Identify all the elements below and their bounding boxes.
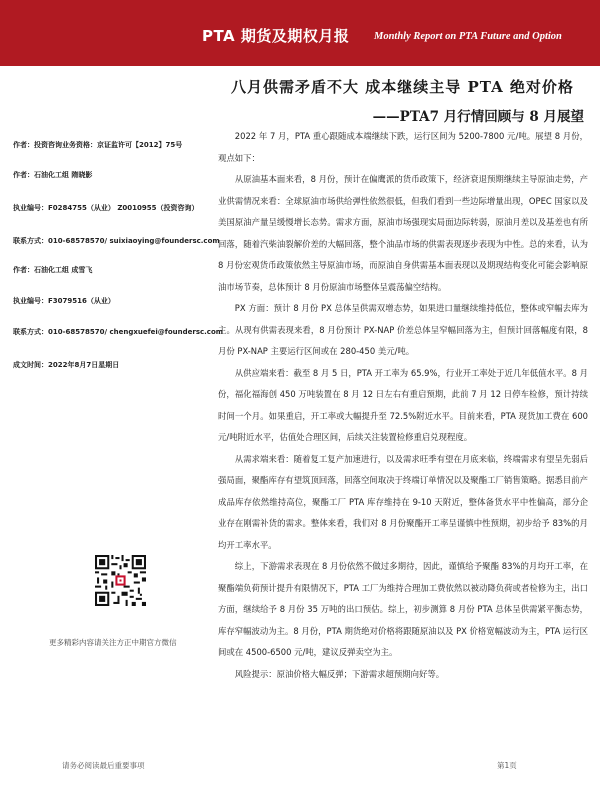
footer-disclaimer: 请务必阅读最后重要事项 bbox=[62, 761, 145, 770]
body-paragraph: 风险提示：原油价格大幅反弹；下游需求超预期向好等。 bbox=[234, 668, 445, 679]
article-subtitle: ——PTA7 月行情回顾与 8 月展望 bbox=[372, 109, 584, 125]
header-banner bbox=[0, 0, 600, 66]
sidebar-line: 作者：石油化工组 隋晓影 bbox=[13, 171, 93, 179]
sidebar-line: 成文时间：2022年8月7日星期日 bbox=[13, 361, 120, 369]
sidebar-line: 作者：投资咨询业务资格：京证监许可【2012】75号 bbox=[13, 141, 183, 149]
page-number: 第1页 bbox=[497, 761, 517, 770]
report-body bbox=[218, 126, 588, 685]
sidebar-line: 执业编号：F0284755（从业） Z0010955（投资咨询） bbox=[13, 204, 199, 212]
qr-code-icon bbox=[95, 555, 146, 606]
body-paragraph: 从需求端来看：随着复工复产加速进行，以及需求旺季有望在月底来临，终端需求有望呈先弱后强局面，聚酯库存有望筑顶回落，回落空间取决于终端订单情况以及聚酯工厂销售策略。据悉目前产成品库存依然维持高位，聚酯工厂 PTA 库存维持在 9-10 天附近，整体备货水平中性偏高，部分企业存在刚需补货的需求。整体来看，我们对 8 月份聚酯开工率呈谨慎中性预期，初步给予 83%的月均开工率水平。 bbox=[218, 453, 588, 550]
body-paragraph: 2022 年 7 月，PTA 重心跟随成本端继续下跌，运行区间为 5200-7800 元/吨。展望 8 月份，观点如下： bbox=[218, 131, 588, 163]
report-title-cn: PTA 期货及期权月报 bbox=[202, 27, 350, 45]
body-paragraph: PX 方面：预计 8 月份 PX 总体呈供需双增态势，如果进口量继续维持低位，整体或窄幅去库为主。从现有供需表现来看，8 月份预计 PX-NAP 价差总体呈窄幅回落为主，但预计回落幅度有限，8 月份 PX-NAP 主要运行区间或在 280-450 美元/吨。 bbox=[218, 303, 588, 356]
sidebar-line: 执业编号：F3079516（从业） bbox=[13, 297, 115, 305]
report-title-en: Monthly Report on PTA Future and Option bbox=[374, 31, 562, 42]
qr-caption: 更多精彩内容请关注方正中期官方微信 bbox=[49, 638, 177, 647]
article-title: 八月供需矛盾不大 成本继续主导 PTA 绝对价格 bbox=[231, 78, 574, 96]
body-paragraph: 从供应端来看：截至 8 月 5 日，PTA 开工率为 65.9%，行业开工率处于近几年低值水平。8 月份，福化福海创 450 万吨装置在 8 月 12 日左右有重启预期，此前 7 月 12 日停车检修，预计持续时间一个月。如果重启，开工率或大幅提升至 72.5%附近水平。目前来看，PTA 现货加工费在 600 元/吨附近水平，估值处合理区间，后续关注装置检修重启兑现程度。 bbox=[218, 367, 588, 442]
sidebar-line: 作者：石油化工组 成雪飞 bbox=[13, 266, 93, 274]
body-paragraph: 从原油基本面来看，8 月份，预计在偏鹰派的货币政策下，经济衰退预期继续主导原油走势，产业供需情况来看：全球原油市场供给弹性依然很低，但我们看到一些边际增量出现，OPEC 国家以及美国原油产量呈缓慢增长态势。需求方面，原油市场强现实局面边际转弱，原油月差以及基差也有所回落，随着汽柴油裂解价差的大幅回落，整个油品市场的供需表现逐步表现为中性。总的来看，认为 8 月份宏观货币政策依然主导原油市场，而原油自身供需基本面表现以及期现结构变化可能会影响原油市场节奏，总体预计 8 月份原油市场整体呈震荡偏空结构。 bbox=[218, 174, 588, 292]
body-paragraph: 综上，下游需求表现在 8 月份依然不做过多期待，因此，谨慎给予聚酯 83%的月均开工率，在聚酯端负荷预计提升有限情况下，PTA 工厂为维持合理加工费依然以被动降负荷或者检修为主，出口方面，继续给予 8 月份 35 万吨的出口预估。综上，初步测算 8 月份 PTA 总体呈供需紧平衡态势，库存窄幅波动为主。8 月份，PTA 期货绝对价格将跟随原油以及 PX 价格宽幅波动为主，PTA 运行区间或在 4500-6500 元/吨，建议反弹卖空为主。 bbox=[218, 561, 588, 657]
sidebar-line: 联系方式：010-68578570/ chengxuefei@foundersc.com bbox=[13, 328, 224, 336]
sidebar-line: 联系方式：010-68578570/ suixiaoying@foundersc.com bbox=[13, 237, 220, 245]
